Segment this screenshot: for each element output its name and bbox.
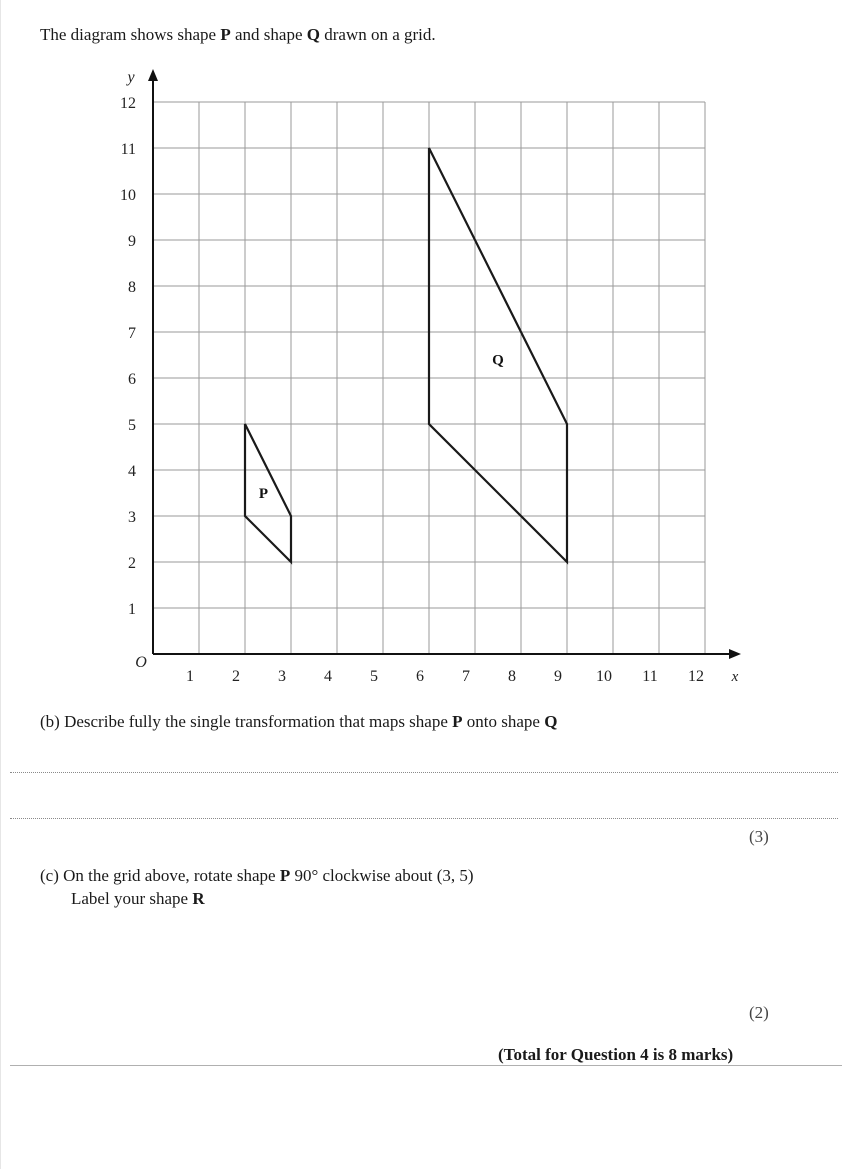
part-b-text: onto shape bbox=[462, 712, 545, 731]
y-tick-label: 5 bbox=[128, 417, 136, 434]
y-tick-label: 7 bbox=[128, 325, 136, 342]
intro-text: and shape bbox=[230, 25, 307, 44]
y-tick-label: 1 bbox=[128, 601, 136, 618]
x-axis-arrow bbox=[729, 649, 741, 659]
part-c-line2 bbox=[71, 889, 205, 909]
x-axis-label: x bbox=[731, 669, 739, 685]
intro-text: drawn on a grid. bbox=[319, 25, 436, 44]
x-tick-label: 10 bbox=[596, 668, 612, 685]
part-c-text: 90° clockwise about (3, 5) bbox=[290, 866, 474, 885]
origin-label: O bbox=[135, 654, 147, 671]
answer-line-2[interactable] bbox=[10, 818, 838, 819]
y-tick-label: 10 bbox=[120, 187, 136, 204]
part-c-marks: (2) bbox=[749, 1003, 769, 1022]
y-tick-label: 3 bbox=[128, 509, 136, 526]
part-c-label: (c) bbox=[40, 866, 59, 885]
x-tick-label: 4 bbox=[324, 668, 332, 685]
x-tick-label: 2 bbox=[232, 668, 240, 685]
shapes bbox=[245, 148, 567, 562]
part-c-shape-r: R bbox=[192, 889, 205, 908]
x-tick-label: 9 bbox=[554, 668, 562, 685]
axes bbox=[148, 69, 741, 659]
x-tick-label: 11 bbox=[642, 668, 658, 685]
part-b-marks: (3) bbox=[749, 827, 769, 846]
x-tick-label: 5 bbox=[370, 668, 378, 685]
shape-q-label: Q bbox=[492, 352, 504, 369]
y-tick-label: 8 bbox=[128, 279, 136, 296]
x-tick-label: 8 bbox=[508, 668, 516, 685]
intro-shape-q: Q bbox=[306, 25, 320, 44]
part-c-text: On the grid above, rotate shape bbox=[63, 866, 280, 885]
x-tick-label: 7 bbox=[462, 668, 470, 685]
y-tick-label: 12 bbox=[120, 95, 136, 112]
answer-line-1[interactable] bbox=[10, 772, 838, 773]
y-axis-label: y bbox=[127, 69, 135, 86]
y-tick-label: 2 bbox=[128, 555, 136, 572]
y-tick-label: 6 bbox=[128, 371, 136, 388]
part-b-label: (b) bbox=[40, 712, 60, 731]
x-tick-label: 1 bbox=[186, 668, 194, 685]
total-marks: (Total for Question 4 is 8 marks) bbox=[498, 1045, 734, 1064]
part-b-question bbox=[40, 712, 557, 732]
part-c-shape-p: P bbox=[279, 866, 291, 885]
intro-shape-p: P bbox=[220, 25, 231, 44]
y-tick-label: 11 bbox=[120, 141, 136, 158]
shape-p-label: P bbox=[258, 486, 268, 502]
x-tick-label: 12 bbox=[688, 668, 704, 685]
intro-text: The diagram shows shape bbox=[40, 25, 221, 44]
x-tick-label: 6 bbox=[416, 668, 424, 685]
y-tick-label: 9 bbox=[128, 233, 136, 250]
part-b-shape-p: P bbox=[452, 712, 463, 731]
y-tick-label: 4 bbox=[128, 463, 136, 480]
part-b-text: Describe fully the single transformation that maps shape bbox=[64, 712, 453, 731]
part-c-text: Label your shape bbox=[71, 889, 193, 908]
shape-p bbox=[245, 424, 291, 562]
y-axis-arrow bbox=[148, 69, 158, 81]
part-c-question bbox=[40, 866, 474, 886]
part-b-shape-q: Q bbox=[544, 712, 558, 731]
x-tick-label: 3 bbox=[278, 668, 286, 685]
bottom-rule bbox=[10, 1065, 842, 1066]
